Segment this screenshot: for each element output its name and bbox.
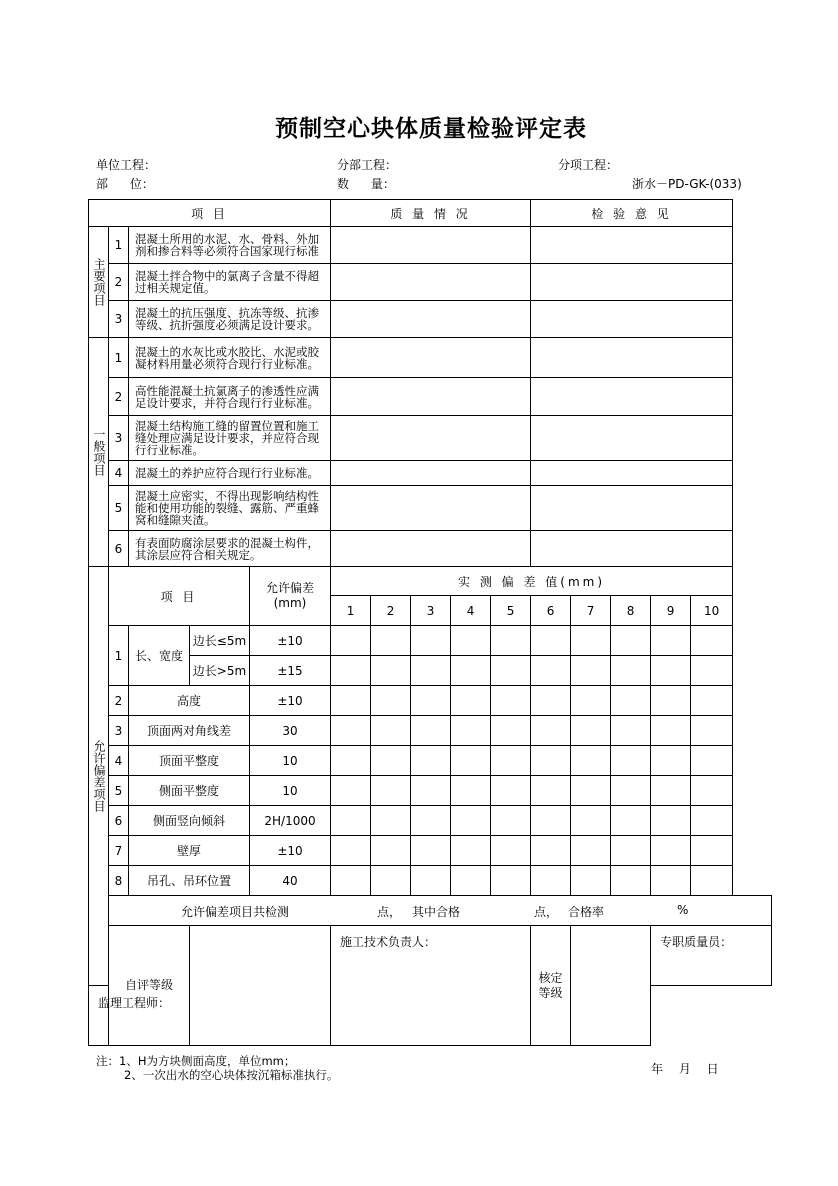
tolerance-items-label: 允许偏差项目 xyxy=(89,567,109,986)
opinion-header: 检 验 意 见 xyxy=(531,200,733,227)
summary-percent-label: % xyxy=(677,903,689,917)
measured-cell[interactable] xyxy=(451,626,491,656)
measured-cell[interactable] xyxy=(331,686,371,716)
summary-cell xyxy=(109,896,772,926)
quality-cell[interactable] xyxy=(331,378,531,416)
row-number: 3 xyxy=(109,716,129,746)
measured-cell[interactable] xyxy=(331,866,371,896)
measured-cell[interactable] xyxy=(411,836,451,866)
tolerance-item-name: 吊孔、吊环位置 xyxy=(129,866,250,896)
measured-cell[interactable] xyxy=(411,626,451,656)
measured-cell[interactable] xyxy=(651,806,691,836)
measured-cell[interactable] xyxy=(571,656,611,686)
point-number: 3 xyxy=(411,596,451,626)
measured-cell[interactable] xyxy=(611,626,651,656)
tolerance-item-name: 侧面平整度 xyxy=(129,776,250,806)
measured-cell[interactable] xyxy=(491,626,531,656)
main-item-text: 混凝土所用的水泥、水、骨料、外加剂和掺合料等必须符合国家现行标准 xyxy=(129,227,331,264)
tolerance-item-name: 顶面平整度 xyxy=(129,746,250,776)
measured-cell[interactable] xyxy=(651,686,691,716)
tolerance-item-name: 高度 xyxy=(129,686,250,716)
general-item-row xyxy=(89,486,772,531)
measured-cell[interactable] xyxy=(451,776,491,806)
measured-cell[interactable] xyxy=(651,836,691,866)
main-items-label: 主要项目 xyxy=(89,227,109,338)
tolerance-row xyxy=(89,806,772,836)
measured-cell[interactable] xyxy=(331,836,371,866)
general-item-text: 高性能混凝土抗氯离子的渗透性应满足设计要求，并符合现行行业标准。 xyxy=(129,378,331,416)
allow-value: 40 xyxy=(250,866,331,896)
measured-cell[interactable] xyxy=(531,776,571,806)
tolerance-row xyxy=(89,716,772,746)
measured-cell[interactable] xyxy=(451,746,491,776)
tolerance-item-name: 侧面竖向倾斜 xyxy=(129,806,250,836)
measured-cell[interactable] xyxy=(491,836,531,866)
measured-cell[interactable] xyxy=(691,746,733,776)
main-item-text: 混凝土拌合物中的氯离子含量不得超过相关规定值。 xyxy=(129,264,331,301)
item-project-label: 分项工程： xyxy=(558,158,619,172)
measured-cell[interactable] xyxy=(491,716,531,746)
part-label: 部 位： xyxy=(96,177,154,191)
point-number: 2 xyxy=(371,596,411,626)
opinion-cell[interactable] xyxy=(531,378,733,416)
general-item-text: 混凝土结构施工缝的留置位置和施工缝处理应满足设计要求，并应符合现行行业标准。 xyxy=(129,416,331,461)
general-items-label: 一般项目 xyxy=(89,338,109,567)
measured-cell[interactable] xyxy=(571,716,611,746)
measured-cell[interactable] xyxy=(371,806,411,836)
quality-officer-cell[interactable] xyxy=(651,926,772,986)
opinion-cell[interactable] xyxy=(531,531,733,567)
summary-total-label: 允许偏差项目共检测 xyxy=(181,905,290,919)
tolerance-row xyxy=(89,746,772,776)
measured-cell[interactable] xyxy=(411,686,451,716)
row-number: 8 xyxy=(109,866,129,896)
quality-cell[interactable] xyxy=(331,227,531,264)
opinion-cell[interactable] xyxy=(531,264,733,301)
tolerance-row xyxy=(89,656,772,686)
point-number: 5 xyxy=(491,596,531,626)
tolerance-item-name: 长、宽度 xyxy=(129,626,190,686)
quality-cell[interactable] xyxy=(331,301,531,338)
division-project-label: 分部工程： xyxy=(337,158,398,172)
measured-cell[interactable] xyxy=(571,626,611,656)
measured-cell[interactable] xyxy=(571,776,611,806)
general-item-row xyxy=(89,531,772,567)
quality-cell[interactable] xyxy=(331,486,531,531)
measured-cell[interactable] xyxy=(611,746,651,776)
point-number: 7 xyxy=(571,596,611,626)
measured-cell[interactable] xyxy=(371,686,411,716)
measured-cell[interactable] xyxy=(531,806,571,836)
row-number: 3 xyxy=(109,416,129,461)
allow-value: 10 xyxy=(250,746,331,776)
measured-cell[interactable] xyxy=(571,686,611,716)
point-number: 6 xyxy=(531,596,571,626)
main-item-row xyxy=(89,227,772,264)
measured-cell[interactable] xyxy=(691,716,733,746)
date-label: 年 月 日 xyxy=(651,1062,719,1076)
measured-cell[interactable] xyxy=(651,626,691,656)
measured-cell[interactable] xyxy=(491,656,531,686)
tolerance-sub-item: 边长≤5m xyxy=(190,626,250,656)
measured-cell[interactable] xyxy=(611,866,651,896)
unit-project-label: 单位工程： xyxy=(96,158,157,172)
measured-cell[interactable] xyxy=(611,776,651,806)
measured-cell[interactable] xyxy=(411,776,451,806)
measured-cell[interactable] xyxy=(331,656,371,686)
measured-cell[interactable] xyxy=(531,866,571,896)
measured-cell[interactable] xyxy=(611,716,651,746)
row-number: 4 xyxy=(109,461,129,486)
row-number: 4 xyxy=(109,746,129,776)
measured-cell[interactable] xyxy=(451,656,491,686)
measured-cell[interactable] xyxy=(371,866,411,896)
measured-cell[interactable] xyxy=(491,776,531,806)
row-number: 6 xyxy=(109,531,129,567)
measured-cell[interactable] xyxy=(691,836,733,866)
measured-cell[interactable] xyxy=(691,686,733,716)
measured-cell[interactable] xyxy=(491,746,531,776)
measured-cell[interactable] xyxy=(571,866,611,896)
measured-header: 实 测 偏 差 值(mm) xyxy=(331,567,733,596)
measured-cell[interactable] xyxy=(331,626,371,656)
measured-cell[interactable] xyxy=(651,656,691,686)
measured-cell[interactable] xyxy=(531,626,571,656)
quality-cell[interactable] xyxy=(331,338,531,378)
measured-cell[interactable] xyxy=(331,716,371,746)
tolerance-sub-item: 边长>5m xyxy=(190,656,250,686)
opinion-cell[interactable] xyxy=(531,301,733,338)
tech-lead-cell[interactable] xyxy=(331,926,531,1046)
summary-qualified-label: 其中合格 xyxy=(412,905,461,919)
general-item-row xyxy=(89,416,772,461)
allow-value: ±10 xyxy=(250,686,331,716)
tolerance-item-name: 顶面两对角线差 xyxy=(129,716,250,746)
quality-officer-label: 专职质量员： xyxy=(660,935,733,949)
measured-cell[interactable] xyxy=(651,866,691,896)
measured-cell[interactable] xyxy=(691,656,733,686)
row-number: 7 xyxy=(109,836,129,866)
general-item-text: 有表面防腐涂层要求的混凝土构件，其涂层应符合相关规定。 xyxy=(129,531,331,567)
measured-cell[interactable] xyxy=(531,656,571,686)
main-item-text: 混凝土的抗压强度、抗冻等级、抗渗等级、抗折强度必须满足设计要求。 xyxy=(129,301,331,338)
measured-cell[interactable] xyxy=(331,776,371,806)
general-item-text: 混凝土的养护应符合现行行业标准。 xyxy=(129,461,331,486)
measured-cell[interactable] xyxy=(411,746,451,776)
allow-value: 30 xyxy=(250,716,331,746)
general-item-text: 混凝土应密实，不得出现影响结构性能和使用功能的裂缝、露筋、严重蜂窝和缝隙夹渣。 xyxy=(129,486,331,531)
quality-cell[interactable] xyxy=(331,416,531,461)
measured-cell[interactable] xyxy=(451,866,491,896)
measured-cell[interactable] xyxy=(531,746,571,776)
summary-points-label-2: 点， xyxy=(534,905,559,919)
row-number: 6 xyxy=(109,806,129,836)
row-number: 1 xyxy=(109,626,129,686)
self-eval-label: 自评等级 xyxy=(109,926,190,1046)
allow-value: 2H/1000 xyxy=(250,806,331,836)
tolerance-row xyxy=(89,776,772,806)
verify-label: 核定等级 xyxy=(531,926,571,1046)
page-title: 预制空心块体质量检验评定表 xyxy=(275,116,587,142)
measured-cell[interactable] xyxy=(571,806,611,836)
row-number: 3 xyxy=(109,301,129,338)
summary-rate-label: 合格率 xyxy=(568,905,605,919)
quality-header: 质 量 情 况 xyxy=(331,200,531,227)
measured-cell[interactable] xyxy=(611,686,651,716)
opinion-cell[interactable] xyxy=(531,416,733,461)
measured-cell[interactable] xyxy=(571,836,611,866)
measured-cell[interactable] xyxy=(411,656,451,686)
form-code: 浙水－PD-GK-(033) xyxy=(632,177,742,191)
tolerance-row xyxy=(89,686,772,716)
measured-cell[interactable] xyxy=(331,746,371,776)
row-number: 5 xyxy=(109,486,129,531)
measured-cell[interactable] xyxy=(371,716,411,746)
measured-cell[interactable] xyxy=(371,776,411,806)
measured-cell[interactable] xyxy=(371,746,411,776)
tolerance-header-row xyxy=(89,567,772,596)
tolerance-item-header: 项 目 xyxy=(109,567,250,626)
measured-cell[interactable] xyxy=(491,806,531,836)
measured-cell[interactable] xyxy=(451,716,491,746)
measured-cell[interactable] xyxy=(531,686,571,716)
allow-value: ±10 xyxy=(250,836,331,866)
row-number: 1 xyxy=(109,227,129,264)
measured-cell[interactable] xyxy=(651,716,691,746)
allow-value: 10 xyxy=(250,776,331,806)
quantity-label: 数 量： xyxy=(337,177,395,191)
measured-cell[interactable] xyxy=(691,776,733,806)
measured-cell[interactable] xyxy=(371,626,411,656)
measured-cell[interactable] xyxy=(331,806,371,836)
summary-points-label: 点， xyxy=(377,905,402,919)
measured-cell[interactable] xyxy=(691,866,733,896)
measured-cell[interactable] xyxy=(691,806,733,836)
supervisor-cell[interactable] xyxy=(89,986,190,1046)
tolerance-row xyxy=(89,626,772,656)
evaluation-table xyxy=(88,199,772,1046)
verify-cell[interactable] xyxy=(571,926,651,1046)
measured-cell[interactable] xyxy=(691,626,733,656)
measured-cell[interactable] xyxy=(651,746,691,776)
general-item-row xyxy=(89,338,772,378)
measured-cell[interactable] xyxy=(491,686,531,716)
measured-cell[interactable] xyxy=(611,836,651,866)
measured-cell[interactable] xyxy=(411,806,451,836)
general-item-text: 混凝土的水灰比或水胶比、水泥或胶凝材料用量必须符合现行行业标准。 xyxy=(129,338,331,378)
point-number: 1 xyxy=(331,596,371,626)
tech-lead-label: 施工技术负责人： xyxy=(340,935,437,949)
supervisor-label: 监理工程师： xyxy=(98,996,171,1010)
allow-header: 允许偏差(mm) xyxy=(250,567,331,626)
opinion-cell[interactable] xyxy=(531,461,733,486)
measured-cell[interactable] xyxy=(451,806,491,836)
quality-cell[interactable] xyxy=(331,264,531,301)
measured-cell[interactable] xyxy=(451,836,491,866)
measured-cell[interactable] xyxy=(451,686,491,716)
row-number: 2 xyxy=(109,686,129,716)
allow-value: ±10 xyxy=(250,626,331,656)
measured-cell[interactable] xyxy=(411,866,451,896)
measured-cell[interactable] xyxy=(371,656,411,686)
measured-cell[interactable] xyxy=(531,716,571,746)
general-item-row xyxy=(89,461,772,486)
opinion-cell[interactable] xyxy=(531,338,733,378)
tolerance-item-name: 壁厚 xyxy=(129,836,250,866)
main-item-row xyxy=(89,264,772,301)
point-number: 8 xyxy=(611,596,651,626)
measured-cell[interactable] xyxy=(411,716,451,746)
measured-cell[interactable] xyxy=(371,836,411,866)
row-number: 5 xyxy=(109,776,129,806)
tolerance-row xyxy=(89,836,772,866)
quality-cell[interactable] xyxy=(331,461,531,486)
self-eval-cell[interactable] xyxy=(190,926,331,1046)
measured-cell[interactable] xyxy=(611,806,651,836)
measured-cell[interactable] xyxy=(491,866,531,896)
table-header-row xyxy=(89,200,772,227)
general-item-row xyxy=(89,378,772,416)
point-number: 9 xyxy=(651,596,691,626)
measured-cell[interactable] xyxy=(611,656,651,686)
opinion-cell[interactable] xyxy=(531,486,733,531)
row-number: 1 xyxy=(109,338,129,378)
point-number: 10 xyxy=(691,596,733,626)
summary-row xyxy=(89,896,772,926)
signature-row xyxy=(89,926,772,986)
measured-cell[interactable] xyxy=(531,836,571,866)
opinion-cell[interactable] xyxy=(531,227,733,264)
point-number: 4 xyxy=(451,596,491,626)
note-line-2: 2、一次出水的空心块体按沉箱标准执行。 xyxy=(124,1068,339,1082)
allow-value: ±15 xyxy=(250,656,331,686)
quality-cell[interactable] xyxy=(331,531,531,567)
row-number: 2 xyxy=(109,378,129,416)
main-item-row xyxy=(89,301,772,338)
item-header: 项 目 xyxy=(89,200,331,227)
row-number: 2 xyxy=(109,264,129,301)
note-line-1: 注：1、H为方块侧面高度，单位mm； xyxy=(96,1054,296,1068)
measured-cell[interactable] xyxy=(651,776,691,806)
tolerance-row xyxy=(89,866,772,896)
measured-cell[interactable] xyxy=(571,746,611,776)
